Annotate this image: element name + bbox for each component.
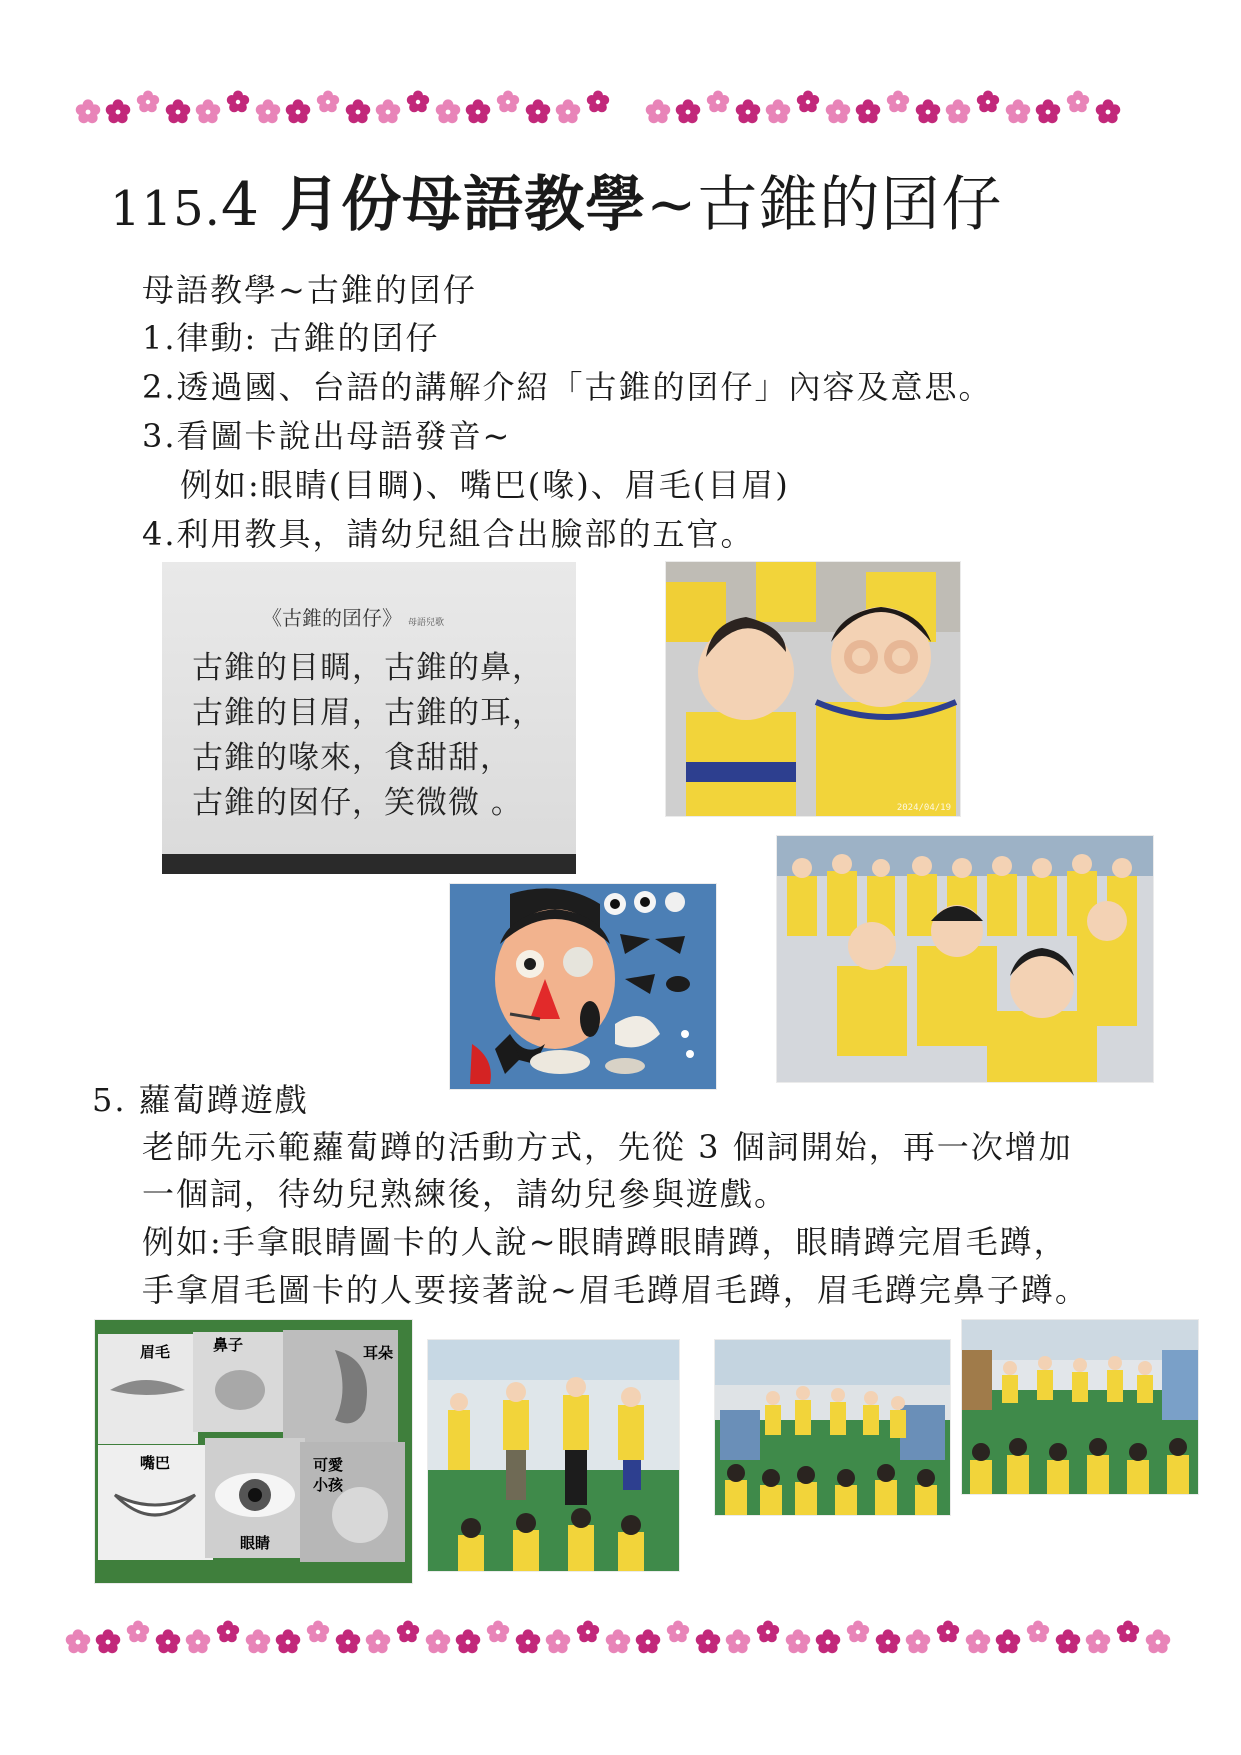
flower-icon [96,1629,120,1653]
photo-kids-game-1 [715,1340,950,1515]
flower-icon [186,1629,210,1653]
flower-icon [797,90,819,112]
flower-icon [966,1629,990,1653]
lyric-line: 古錐的目眉，古錐的耳， [192,695,544,731]
card-label-cute-child: 可愛小孩 [313,1456,344,1494]
photo-face-cards [95,1320,412,1583]
flower-icon [497,90,519,112]
flower-icon [977,90,999,112]
photo-kids-group-dance [777,836,1153,1082]
kids-game-2-image [962,1320,1198,1494]
flower-icon [66,1629,90,1653]
photo-felt-face-toy [450,884,716,1089]
flower-icon [166,99,190,123]
flower-icon [606,1629,630,1653]
lyrics-subtitle: 母語兒歌 [408,618,445,628]
flower-icon [487,1620,509,1642]
photo-stamp: 2024/04/19 [896,803,951,813]
step-3-example: 例如:眼睛(目睭)、嘴巴(喙)、眉毛(目眉) [180,466,790,504]
flower-icon [516,1629,540,1653]
flower-icon [667,1620,689,1642]
flower-icon [577,1620,599,1642]
card-label-ear: 耳朵 [363,1344,394,1362]
flower-icon [466,99,490,123]
teachers-demo-image [428,1340,679,1571]
flower-icon [336,1629,360,1653]
flower-icon [436,99,460,123]
step-2: 2.透過國、台語的講解介紹「古錐的囝仔」內容及意思。 [142,368,993,406]
flower-border-top [0,88,1241,128]
flower-icon [646,99,670,123]
flower-icon [916,99,940,123]
photo-teachers-demo [428,1340,679,1571]
flower-icon [127,1620,149,1642]
flower-icon [317,90,339,112]
flower-icon [366,1629,390,1653]
flower-icon [1096,99,1120,123]
flower-icon [1086,1629,1110,1653]
lyric-line: 古錐的喙來，食甜甜， [192,740,512,776]
step-5: 5. 蘿蔔蹲遊戲 [92,1081,309,1119]
flower-icon [106,99,130,123]
title-suffix: ~古錐的囝仔 [646,170,1003,240]
card-label-mouth: 嘴巴 [140,1454,171,1472]
flower-icon [707,90,729,112]
flower-icon [227,90,249,112]
flower-icon [307,1620,329,1642]
flower-icon [217,1620,239,1642]
flower-icon [696,1629,720,1653]
flower-icon [826,99,850,123]
flower-icon [636,1629,660,1653]
flower-icon [376,99,400,123]
flower-icon [1006,99,1030,123]
flower-icon [1056,1629,1080,1653]
step-3: 3.看圖卡說出母語發音~ [142,417,512,455]
flower-icon [847,1620,869,1642]
photo-kids-game-2 [962,1320,1198,1494]
card-label-eyebrow: 眉毛 [140,1343,171,1361]
flower-icon [757,1620,779,1642]
flower-icon [856,99,880,123]
flower-icon [1146,1629,1170,1653]
flower-icon [996,1629,1020,1653]
flower-icon [1036,99,1060,123]
flower-icon [546,1629,570,1653]
title-prefix: 115. [110,181,221,237]
kids-eye-gesture-image [666,562,960,816]
step-5-paragraph-3: 例如:手拿眼睛圖卡的人說~眼睛蹲眼睛蹲，眼睛蹲完眉毛蹲， [142,1223,1068,1261]
flower-icon [887,90,909,112]
flower-icon [816,1629,840,1653]
flower-icon [346,99,370,123]
felt-face-image [450,884,716,1089]
flower-icon [76,99,100,123]
page-title [110,160,1190,250]
step-5-paragraph-1: 老師先示範蘿蔔蹲的活動方式，先從 3 個詞開始，再一次增加 [142,1128,1073,1166]
flower-icon [137,90,159,112]
section-heading: 母語教學~古錐的囝仔 [142,271,477,309]
flower-icon [556,99,580,123]
flower-icon [1027,1620,1049,1642]
flower-icon [906,1629,930,1653]
title-middle: 月份母語教學 [280,170,647,240]
flower-icon [276,1629,300,1653]
flower-icon [156,1629,180,1653]
flower-icon [397,1620,419,1642]
flower-icon [286,99,310,123]
step-4: 4.利用教具，請幼兒組合出臉部的五官。 [142,515,755,553]
flower-icon [407,90,429,112]
flower-icon [526,99,550,123]
flower-icon [766,99,790,123]
flower-icon [1117,1620,1139,1642]
step-5-paragraph-2: 一個詞，待幼兒熟練後，請幼兒參與遊戲。 [142,1175,789,1213]
kids-game-1-image [715,1340,950,1515]
flower-icon [726,1629,750,1653]
flower-border-bottom [0,1618,1241,1658]
step-5-paragraph-4: 手拿眉毛圖卡的人要接著說~眉毛蹲眉毛蹲，眉毛蹲完鼻子蹲。 [142,1271,1089,1309]
flower-icon [937,1620,959,1642]
flower-icon [456,1629,480,1653]
title-month: 4 [220,170,261,240]
kids-group-dance-image [777,836,1153,1082]
card-label-nose: 鼻子 [213,1336,244,1354]
flower-icon [946,99,970,123]
flower-icon [786,1629,810,1653]
flower-icon [246,1629,270,1653]
card-label-eye: 眼睛 [240,1534,271,1552]
lyric-line: 古錐的囡仔，笑微微 。 [192,785,523,821]
flower-icon [256,99,280,123]
photo-kids-eye-gesture [666,562,960,816]
face-cards-image [95,1320,412,1583]
lyrics-title: 《古錐的囝仔》 母語兒歌 [262,606,445,630]
flower-icon [587,90,609,112]
lyric-line: 古錐的目睭，古錐的鼻， [192,650,544,686]
step-1: 1.律動: 古錐的囝仔 [142,319,440,357]
flower-icon [676,99,700,123]
lyrics-card-photo [162,562,576,874]
flower-icon [196,99,220,123]
flower-icon [736,99,760,123]
flower-icon [1067,90,1089,112]
flower-icon [876,1629,900,1653]
flower-icon [426,1629,450,1653]
